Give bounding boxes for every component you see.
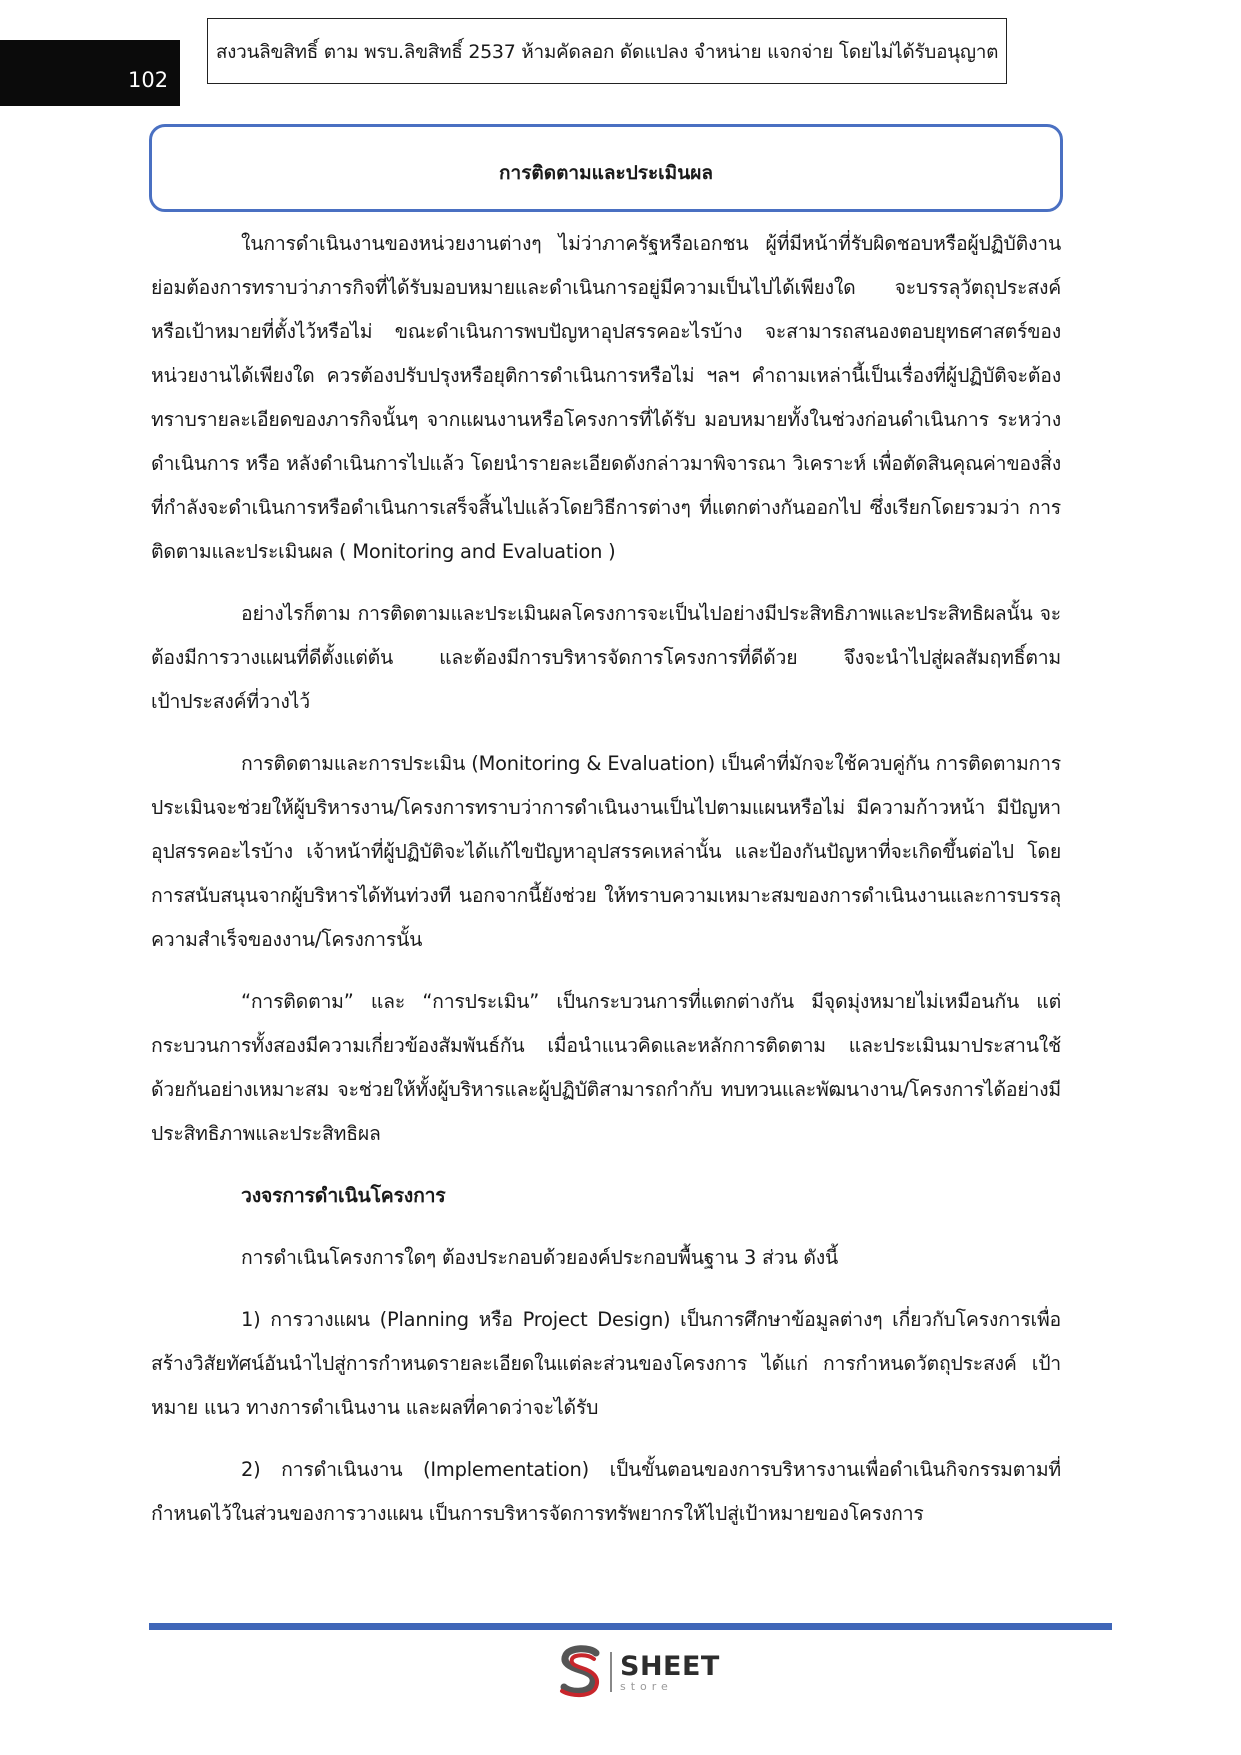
paragraph-6: 1) การวางแผน (Planning หรือ Project Design) เป็นการศึกษาข้อมูลต่างๆ เกี่ยวกับโครงการเพื่อสร้างวิสัยทัศน์อันนำไปสู่การกำหนดรายละเอียดในแต่ละส่วนของโครงการ ได้แก่ การกำหนดวัตถุประสงค์ เป้าหมาย แนว ทางการดำเนินงาน และผลที่คาดว่าจะได้รับ: [151, 1308, 1061, 1419]
logo-brand: SHEET: [620, 1650, 720, 1682]
sheet-store-s-logo-icon: [556, 1645, 604, 1699]
paragraph-7: 2) การดำเนินงาน (Implementation) เป็นขั้นตอนของการบริหารงานเพื่อดำเนินกิจกรรมตามที่กำหนดไว้ในส่วนของการวางแผน เป็นการบริหารจัดการทรัพยากรให้ไปสู่เป้าหมายของโครงการ: [151, 1458, 1061, 1525]
subheading: วงจรการดำเนินโครงการ: [241, 1184, 446, 1207]
paragraph-2: อย่างไรก็ตาม การติดตามและประเมินผลโครงการจะเป็นไปอย่างมีประสิทธิภาพและประสิทธิผลนั้น จะต้องมีการวางแผนที่ดีตั้งแต่ต้น และต้องมีการบริหารจัดการโครงการที่ดีด้วย จึงจะนำไปสู่ผลสัมฤทธิ์ตามเป้าประสงค์ที่วางไว้: [151, 602, 1061, 713]
logo-sub: store: [620, 1679, 673, 1693]
copyright-notice: สงวนลิขสิทธิ์ ตาม พรบ.ลิขสิทธิ์ 2537 ห้ามคัดลอก ดัดแปลง จำหน่าย แจกจ่าย โดยไม่ได้รับอนุญาต: [215, 41, 999, 63]
page-number-box: [0, 40, 180, 106]
logo-text: [620, 1650, 720, 1693]
paragraph-5: การดำเนินโครงการใดๆ ต้องประกอบด้วยองค์ประกอบพื้นฐาน 3 ส่วน ดังนี้: [241, 1246, 839, 1269]
paragraph-3: การติดตามและการประเมิน (Monitoring & Evaluation) เป็นคำที่มักจะใช้ควบคู่กัน การติดตามการประเมินจะช่วยให้ผู้บริหารงาน/โครงการทราบว่าการดำเนินงานเป็นไปตามแผนหรือไม่ มีความก้าวหน้า มีปัญหาอุปสรรคอะไรบ้าง เจ้าหน้าที่ผู้ปฏิบัติจะได้แก้ไขปัญหาอุปสรรคเหล่านั้น และป้องกันปัญหาที่จะเกิดขึ้นต่อไป โดยการสนับสนุนจากผู้บริหารได้ทันท่วงที นอกจากนี้ยังช่วย ให้ทราบความเหมาะสมของการดำเนินงานและการบรรลุความสำเร็จของงาน/โครงการนั้น: [151, 752, 1061, 951]
logo-divider: [610, 1652, 612, 1692]
paragraph-1: ในการดำเนินงานของหน่วยงานต่างๆ ไม่ว่าภาครัฐหรือเอกชน ผู้ที่มีหน้าที่รับผิดชอบหรือผู้ปฏิบัติงานย่อมต้องการทราบว่าภารกิจที่ได้รับมอบหมายและดำเนินการอยู่มีความเป็นไปได้เพียงใด จะบรรลุวัตถุประสงค์หรือเป้าหมายที่ตั้งไว้หรือไม่ ขณะดำเนินการพบปัญหาอุปสรรคอะไรบ้าง จะสามารถสนองตอบยุทธศาสตร์ของหน่วยงานได้เพียงใด ควรต้องปรับปรุงหรือยุติการดำเนินการหรือไม่ ฯลฯ คำถามเหล่านี้เป็นเรื่องที่ผู้ปฏิบัติจะต้องทราบรายละเอียดของภารกิจนั้นๆ จากแผนงานหรือโครงการที่ได้รับ มอบหมายทั้งในช่วงก่อนดำเนินการ ระหว่างดำเนินการ หรือ หลังดำเนินการไปแล้ว โดยนำรายละเอียดดังกล่าวมาพิจารณา วิเคราะห์ เพื่อตัดสินคุณค่าของสิ่งที่กำลังจะดำเนินการหรือดำเนินการเสร็จสิ้นไปแล้วโดยวิธีการต่างๆ ที่แตกต่างกันออกไป ซึ่งเรียกโดยรวมว่า การติดตามและประเมินผล ( Monitoring and Evaluation ): [151, 232, 1061, 563]
footer-divider: [149, 1623, 1112, 1630]
main-content: [151, 222, 1061, 1554]
sheet-store-logo: [556, 1642, 720, 1702]
paragraph-4: “การติดตาม” และ “การประเมิน” เป็นกระบวนการที่แตกต่างกัน มีจุดมุ่งหมายไม่เหมือนกัน แต่กระบวนการทั้งสองมีความเกี่ยวข้องสัมพันธ์กัน เมื่อนำแนวคิดและหลักการติดตาม และประเมินมาประสานใช้ด้วยกันอย่างเหมาะสม จะช่วยให้ทั้งผู้บริหารและผู้ปฏิบัติสามารถกำกับ ทบทวนและพัฒนางาน/โครงการได้อย่างมีประสิทธิภาพและประสิทธิผล: [151, 990, 1061, 1145]
section-title-box: [149, 124, 1063, 212]
copyright-header: [207, 18, 1007, 84]
page-number: 102: [128, 68, 169, 92]
section-title: การติดตามและประเมินผล: [499, 162, 713, 184]
